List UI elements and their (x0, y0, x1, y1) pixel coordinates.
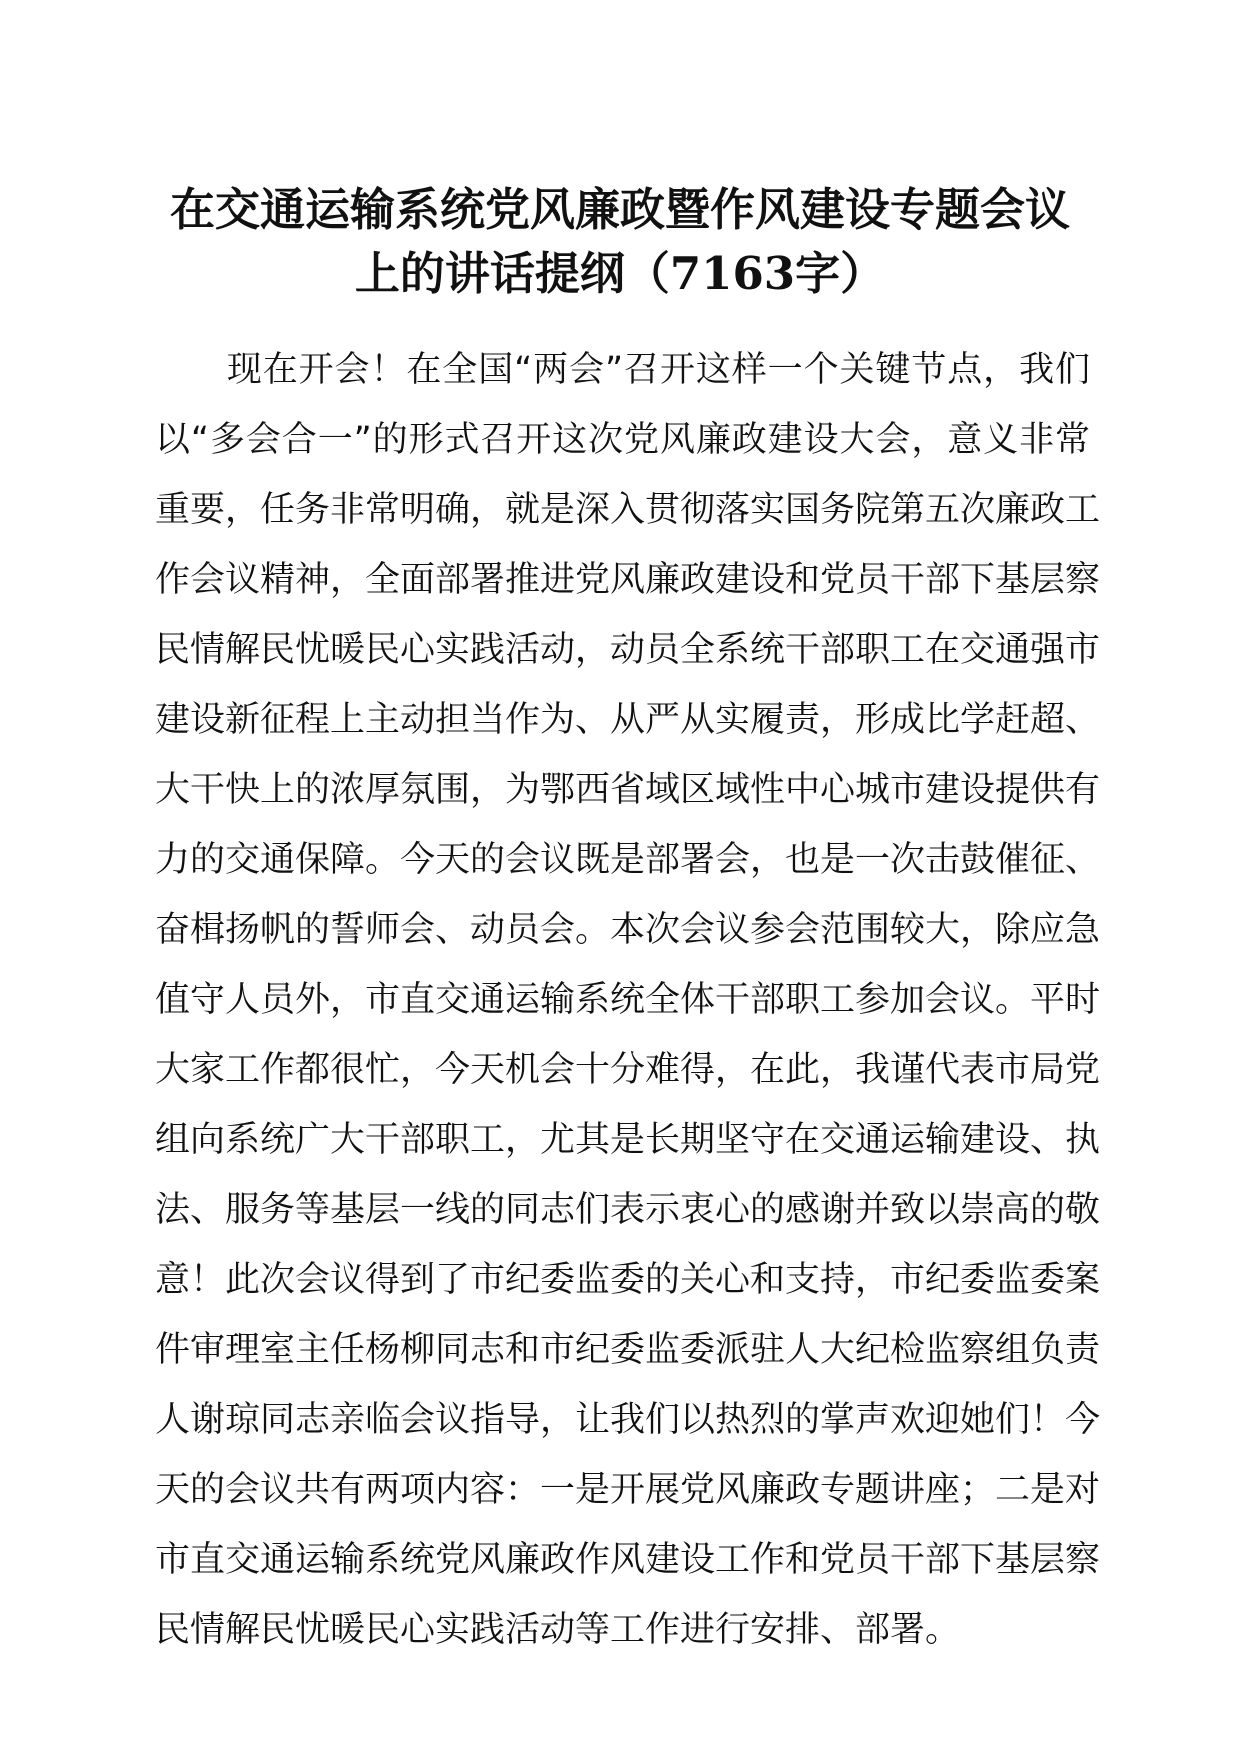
paragraph-line: 民情解民忧暖民心实践活动，动员全系统干部职工在交通强市 (155, 630, 1101, 670)
paragraph-line: 大干快上的浓厚氛围，为鄂西省域区域性中心城市建设提供有 (155, 770, 1101, 810)
document-title (100, 178, 1140, 306)
paragraph-line: 民情解民忧暖民心实践活动等工作进行安排、部署。 (155, 1610, 961, 1650)
title-line-2: 上的讲话提纲（7163字） (354, 247, 886, 300)
paragraph-line: 值守人员外，市直交通运输系统全体干部职工参加会议。平时 (155, 980, 1101, 1020)
paragraph-line: 奋楫扬帆的誓师会、动员会。本次会议参会范围较大，除应急 (155, 910, 1101, 950)
paragraph-line: 天的会议共有两项内容：一是开展党风廉政专题讲座；二是对 (155, 1470, 1101, 1510)
paragraph-line: 人谢琼同志亲临会议指导，让我们以热烈的掌声欢迎她们！今 (155, 1400, 1101, 1440)
body-paragraph (155, 335, 1101, 1665)
paragraph-line: 力的交通保障。今天的会议既是部署会，也是一次击鼓催征、 (155, 840, 1101, 880)
title-line-1: 在交通运输系统党风廉政暨作风建设专题会议 (169, 183, 1070, 236)
paragraph-line: 重要，任务非常明确，就是深入贯彻落实国务院第五次廉政工 (155, 490, 1101, 530)
paragraph-line: 现在开会！在全国“两会”召开这样一个关键节点，我们 (155, 350, 1090, 390)
paragraph-line: 建设新征程上主动担当作为、从严从实履责，形成比学赶超、 (155, 700, 1101, 740)
paragraph-line: 法、服务等基层一线的同志们表示衷心的感谢并致以崇高的敬 (155, 1190, 1101, 1230)
paragraph-line: 市直交通运输系统党风廉政作风建设工作和党员干部下基层察 (155, 1540, 1101, 1580)
paragraph-line: 作会议精神，全面部署推进党风廉政建设和党员干部下基层察 (155, 560, 1101, 600)
paragraph-line: 以“多会合一”的形式召开这次党风廉政建设大会，意义非常 (155, 420, 1090, 460)
paragraph-line: 意！此次会议得到了市纪委监委的关心和支持，市纪委监委案 (155, 1260, 1101, 1300)
paragraph-line: 组向系统广大干部职工，尤其是长期坚守在交通运输建设、执 (155, 1120, 1101, 1160)
paragraph-line: 大家工作都很忙，今天机会十分难得，在此，我谨代表市局党 (155, 1050, 1101, 1090)
paragraph-line: 件审理室主任杨柳同志和市纪委监委派驻人大纪检监察组负责 (155, 1330, 1101, 1370)
